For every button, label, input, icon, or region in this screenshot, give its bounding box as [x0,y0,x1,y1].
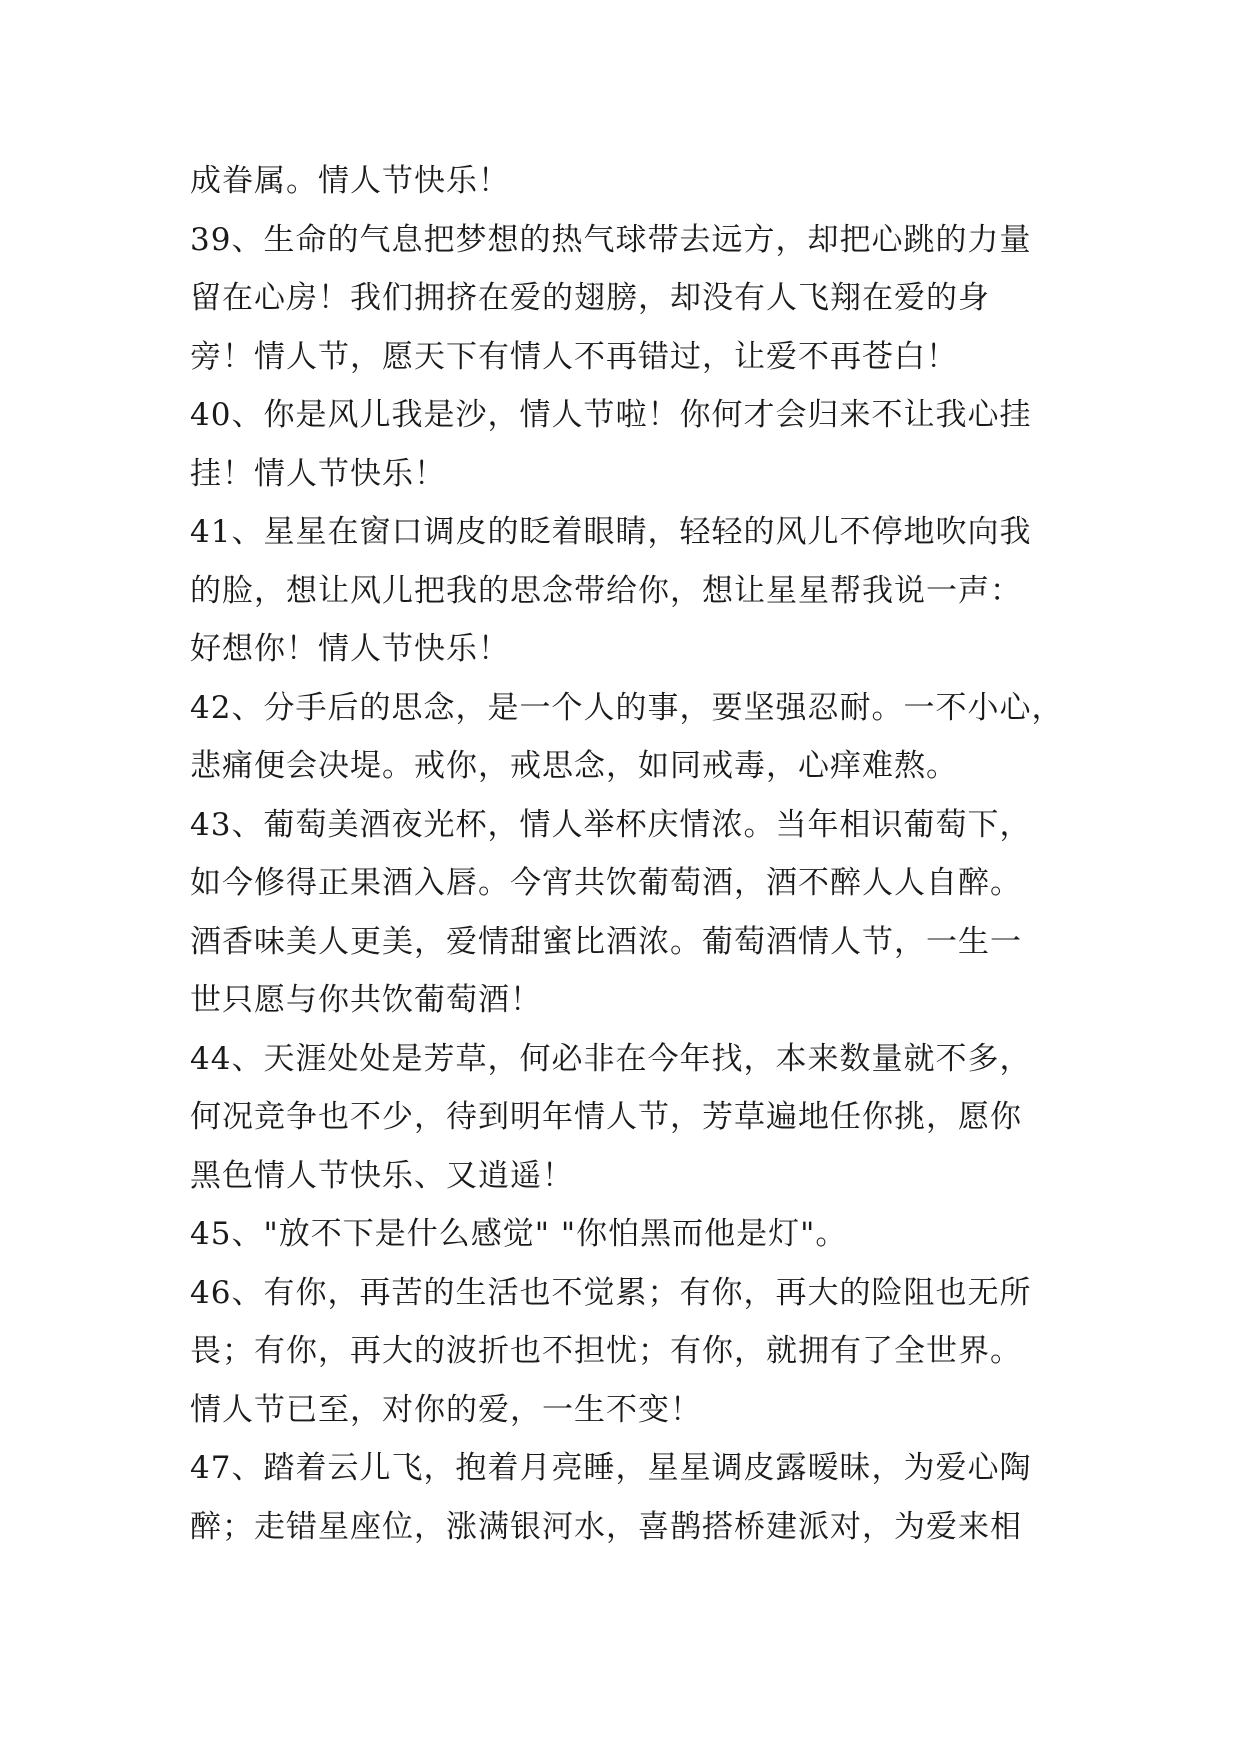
text-line: 畏；有你，再大的波折也不担忧；有你，就拥有了全世界。 [190,1333,1022,1369]
text-line: 44、天涯处处是芳草，何必非在今年找，本来数量就不多， [190,1040,1032,1077]
text-line: 如今修得正果酒入唇。今宵共饮葡萄酒，酒不醉人人自醉。 [190,865,1022,901]
text-line: 42、分手后的思念，是一个人的事，要坚强忍耐。一不小心， [190,689,1064,726]
text-line: 酒香味美人更美，爱情甜蜜比酒浓。葡萄酒情人节，一生一 [190,923,1022,960]
text-line: 41、星星在窗口调皮的眨着眼睛，轻轻的风儿不停地吹向我 [190,514,1032,550]
text-line: 旁！情人节，愿天下有情人不再错过，让爱不再苍白！ [190,338,958,375]
text-line: 39、生命的气息把梦想的热气球带去远方，却把心跳的力量 [190,221,1032,258]
text-line: 45、"放不下是什么感觉" "你怕黑而他是灯"。 [190,1216,848,1252]
text-line: 40、你是风儿我是沙，情人节啦！你何才会归来不让我心挂 [190,397,1032,433]
text-line: 悲痛便会决堤。戒你，戒思念，如同戒毒，心痒难熬。 [190,748,958,784]
text-line: 成眷属。情人节快乐！ [190,163,510,199]
text-line: 醉；走错星座位，涨满银河水，喜鹊搭桥建派对，为爱来相 [190,1508,1022,1545]
text-line: 世只愿与你共饮葡萄酒！ [190,982,542,1018]
text-line: 46、有你，再苦的生活也不觉累；有你，再大的险阻也无所 [190,1274,1032,1311]
text-line: 何况竞争也不少，待到明年情人节，芳草遍地任你挑，愿你 [190,1099,1022,1135]
text-line: 挂！情人节快乐！ [190,455,446,492]
text-line: 留在心房！我们拥挤在爱的翅膀，却没有人飞翔在爱的身 [190,280,990,316]
text-line: 好想你！情人节快乐！ [190,631,510,667]
text-line: 情人节已至，对你的爱，一生不变！ [190,1391,702,1428]
text-line: 黑色情人节快乐、又逍遥！ [190,1157,574,1194]
document-body [190,152,1070,1556]
text-line: 47、踏着云儿飞，抱着月亮睡，星星调皮露暧昧，为爱心陶 [190,1450,1032,1486]
text-line: 的脸，想让风儿把我的思念带给你，想让星星帮我说一声： [190,572,1022,609]
text-line: 43、葡萄美酒夜光杯，情人举杯庆情浓。当年相识葡萄下， [190,806,1032,843]
